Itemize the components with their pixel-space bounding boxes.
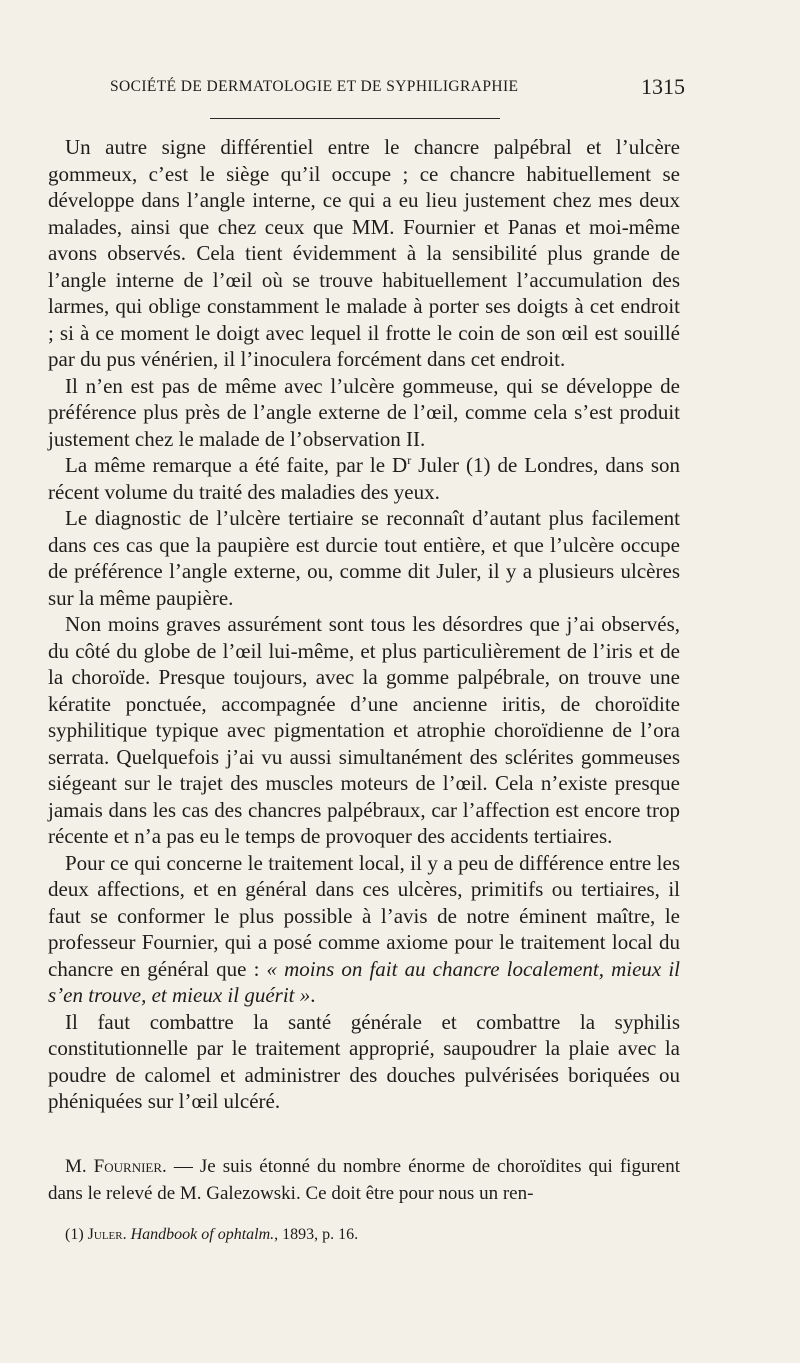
paragraph-3-start: La même remarque a été faite, par le D	[65, 453, 408, 477]
header-rule	[210, 118, 500, 119]
running-head: SOCIÉTÉ DE DERMATOLOGIE ET DE SYPHILIGRAPHIE	[110, 78, 519, 95]
discussion-paragraph	[48, 1153, 680, 1207]
paragraph-7: Il faut combattre la santé générale et combattre la syphilis constitutionnelle par le traitement approprié, saupoudrer la plaie avec la poudre de calomel et administrer des douches pulvérisées boriquées ou phéniquées sur l’œil ulcéré.	[48, 1009, 680, 1113]
footnote-rest: , 1893, p. 16.	[274, 1226, 359, 1243]
footnote	[65, 1226, 358, 1244]
body-text	[48, 134, 680, 1115]
paragraph-2: Il n’en est pas de même avec l’ulcère gommeuse, qui se développe de préférence plus près de l’angle externe de l’œil, comme cela s’est produit justement chez le malade de l’observation II.	[48, 373, 680, 451]
footnote-title: Handbook of ophtalm.	[130, 1226, 275, 1243]
fournier-quote: « moins on fait au chancre localement, mieux il s’en trouve, et mieux il guérit »	[48, 956, 680, 1007]
footnote-author: Juler.	[87, 1226, 127, 1243]
footnote-marker: (1)	[65, 1226, 88, 1243]
paragraph-5: Non moins graves assurément sont tous les désordres que j’ai observés, du côté du globe de l’œil lui-même, et plus particulièrement de l’iris et de la choroïde. Presque toujours, avec la gomme palpébrale, on trouve une kératite ponctuée, accompagnée d’une ancienne iritis, de choroïdite syphilitique typique avec pigmentation et atrophie choroïdienne de l’ora serrata. Quelquefois j’ai vu aussi simultanément des sclérites gommeuses siégeant sur le trajet des muscles moteurs de l’œil. Cela n’existe presque jamais dans les cas des chancres palpébraux, car l’affection est encore trop récente et n’a pas eu le temps de provoquer des accidents tertiaires.	[48, 612, 680, 848]
paragraph-6-end: .	[310, 983, 316, 1007]
page-header	[100, 74, 685, 106]
paragraph-1: Un autre signe différentiel entre le chancre palpébral et l’ulcère gommeux, c’est le siège qu’il occupe ; ce chancre habituellement se développe dans l’angle interne, ce qui a eu lieu justement chez mes deux malades, ainsi que chez ceux que MM. Fournier et Panas et moi-même avons observés. Cela tient évidemment à la sensibilité plus grande de l’angle interne de l’œil où se trouve habituellement l’accumulation des larmes, qui oblige constamment le malade à porter ses doigts à cet endroit ; si à ce moment le doigt avec lequel il frotte le coin de son œil est souillé par du pus vénérien, il l’inoculera forcément dans cet endroit.	[48, 135, 680, 371]
speaker-name: M. Fournier.	[65, 1156, 167, 1177]
paragraph-3	[48, 452, 680, 505]
paragraph-4: Le diagnostic de l’ulcère tertiaire se reconnaît d’autant plus facilement dans ces cas que la paupière est durcie tout entière, et que l’ulcère occupe de préférence l’angle externe, ou, comme dit Juler, il y a plusieurs ulcères sur la même paupière.	[48, 506, 680, 610]
doctor-superscript: r	[407, 453, 412, 467]
discussion-text	[48, 1153, 680, 1207]
paragraph-6	[48, 850, 680, 1009]
paragraph-3-end: Juler (1) de Londres, dans son récent volume du traité des maladies des yeux.	[48, 453, 681, 504]
page-number: 1315	[641, 74, 685, 99]
discussion-body: — Je suis étonné du nombre énorme de choroïdites qui figurent dans le relevé de M. Galezowski. Ce doit être pour nous un ren-	[48, 1156, 680, 1204]
paragraph-6-start: Pour ce qui concerne le traitement local, il y a peu de différence entre les deux affections, et en général dans ces ulcères, primitifs ou tertiaires, il faut se conformer le plus possible à l’avis de notre éminent maître, le professeur Fournier, qui a posé comme axiome pour le traitement local du chancre en général que :	[48, 850, 680, 981]
